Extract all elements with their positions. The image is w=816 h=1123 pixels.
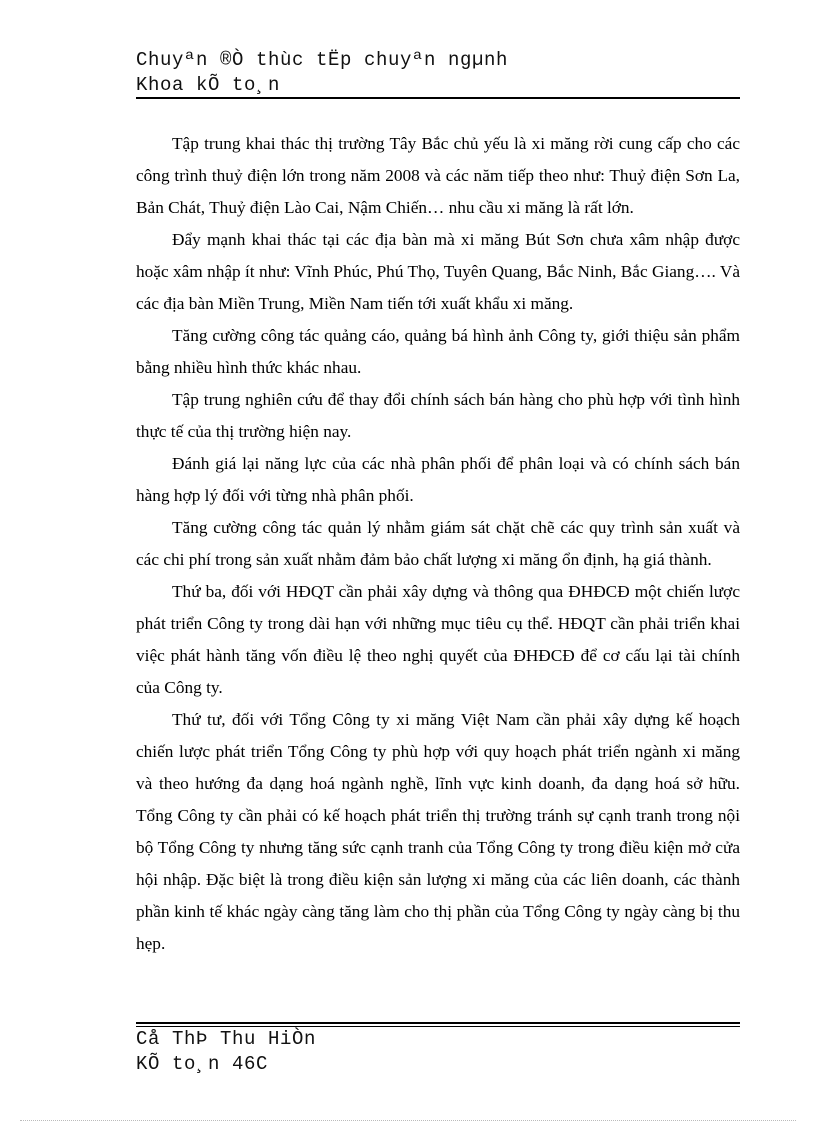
paragraph: Thứ ba, đối với HĐQT cần phải xây dựng và thông qua ĐHĐCĐ một chiến lược phát triển Công ty trong dài hạn với những mục tiêu cụ thể. HĐQT cần phải triển khai việc phát hành tăng vốn điều lệ theo nghị quyết của ĐHĐCĐ để cơ cấu lại tài chính của Công ty. — [136, 582, 740, 697]
paragraph: Tập trung khai thác thị trường Tây Bắc chủ yếu là xi măng rời cung cấp cho các công trình thuỷ điện lớn trong năm 2008 và các năm tiếp theo như: Thuỷ điện Sơn La, Bản Chát, Thuỷ điện Lào Cai, Nậm Chiến… nhu cầu xi măng là rất lớn. — [136, 134, 740, 217]
paragraph: Đánh giá lại năng lực của các nhà phân phối để phân loại và có chính sách bán hàng hợp lý đối với từng nhà phân phối. — [136, 454, 740, 505]
paragraph: Tăng cường công tác quản lý nhằm giám sát chặt chẽ các quy trình sản xuất và các chi phí trong sản xuất nhằm đảm bảo chất lượng xi măng ổn định, hạ giá thành. — [136, 518, 740, 569]
paragraph: Tăng cường công tác quảng cáo, quảng bá hình ảnh Công ty, giới thiệu sản phẩm bằng nhiều hình thức khác nhau. — [136, 326, 740, 377]
footer-author: Cå ThÞ Thu HiÒn — [136, 1028, 317, 1050]
header-subtitle: Khoa kÕ to¸n — [136, 74, 281, 96]
paragraph: Tập trung nghiên cứu để thay đổi chính sách bán hàng cho phù hợp với tình hình thực tế của thị trường hiện nay. — [136, 390, 740, 441]
footer-class: KÕ to¸n 46C — [136, 1053, 269, 1075]
page-footer — [136, 1027, 740, 1077]
paragraph: Thứ tư, đối với Tổng Công ty xi măng Việt Nam cần phải xây dựng kế hoạch chiến lược phát triển Tổng Công ty phù hợp với quy hoạch phát triển ngành xi măng và theo hướng đa dạng hoá ngành nghề, lĩnh vực kinh doanh, đa dạng hoá sở hữu. Tổng Công ty cần phải có kế hoạch phát triển thị trường tránh sự cạnh tranh trong nội bộ Tổng Công ty nhưng tăng sức cạnh tranh của Tổng Công ty trong điều kiện mở cửa hội nhập. Đặc biệt là trong điều kiện sản lượng xi măng của các liên doanh, các thành phần kinh tế khác ngày càng tăng làm cho thị phần của Tổng Công ty ngày càng bị thu hẹp. — [136, 710, 740, 953]
header-rule — [136, 97, 740, 99]
header-title: Chuyªn ®Ò thùc tËp chuyªn ngµnh — [136, 49, 509, 71]
page-header — [136, 48, 740, 98]
document-body — [136, 128, 740, 960]
paragraph: Đẩy mạnh khai thác tại các địa bàn mà xi măng Bút Sơn chưa xâm nhập được hoặc xâm nhập ít như: Vĩnh Phúc, Phú Thọ, Tuyên Quang, Bắc Ninh, Bắc Giang…. Và các địa bàn Miền Trung, Miền Nam tiến tới xuất khẩu xi măng. — [136, 230, 740, 313]
page-edge — [20, 1120, 796, 1121]
